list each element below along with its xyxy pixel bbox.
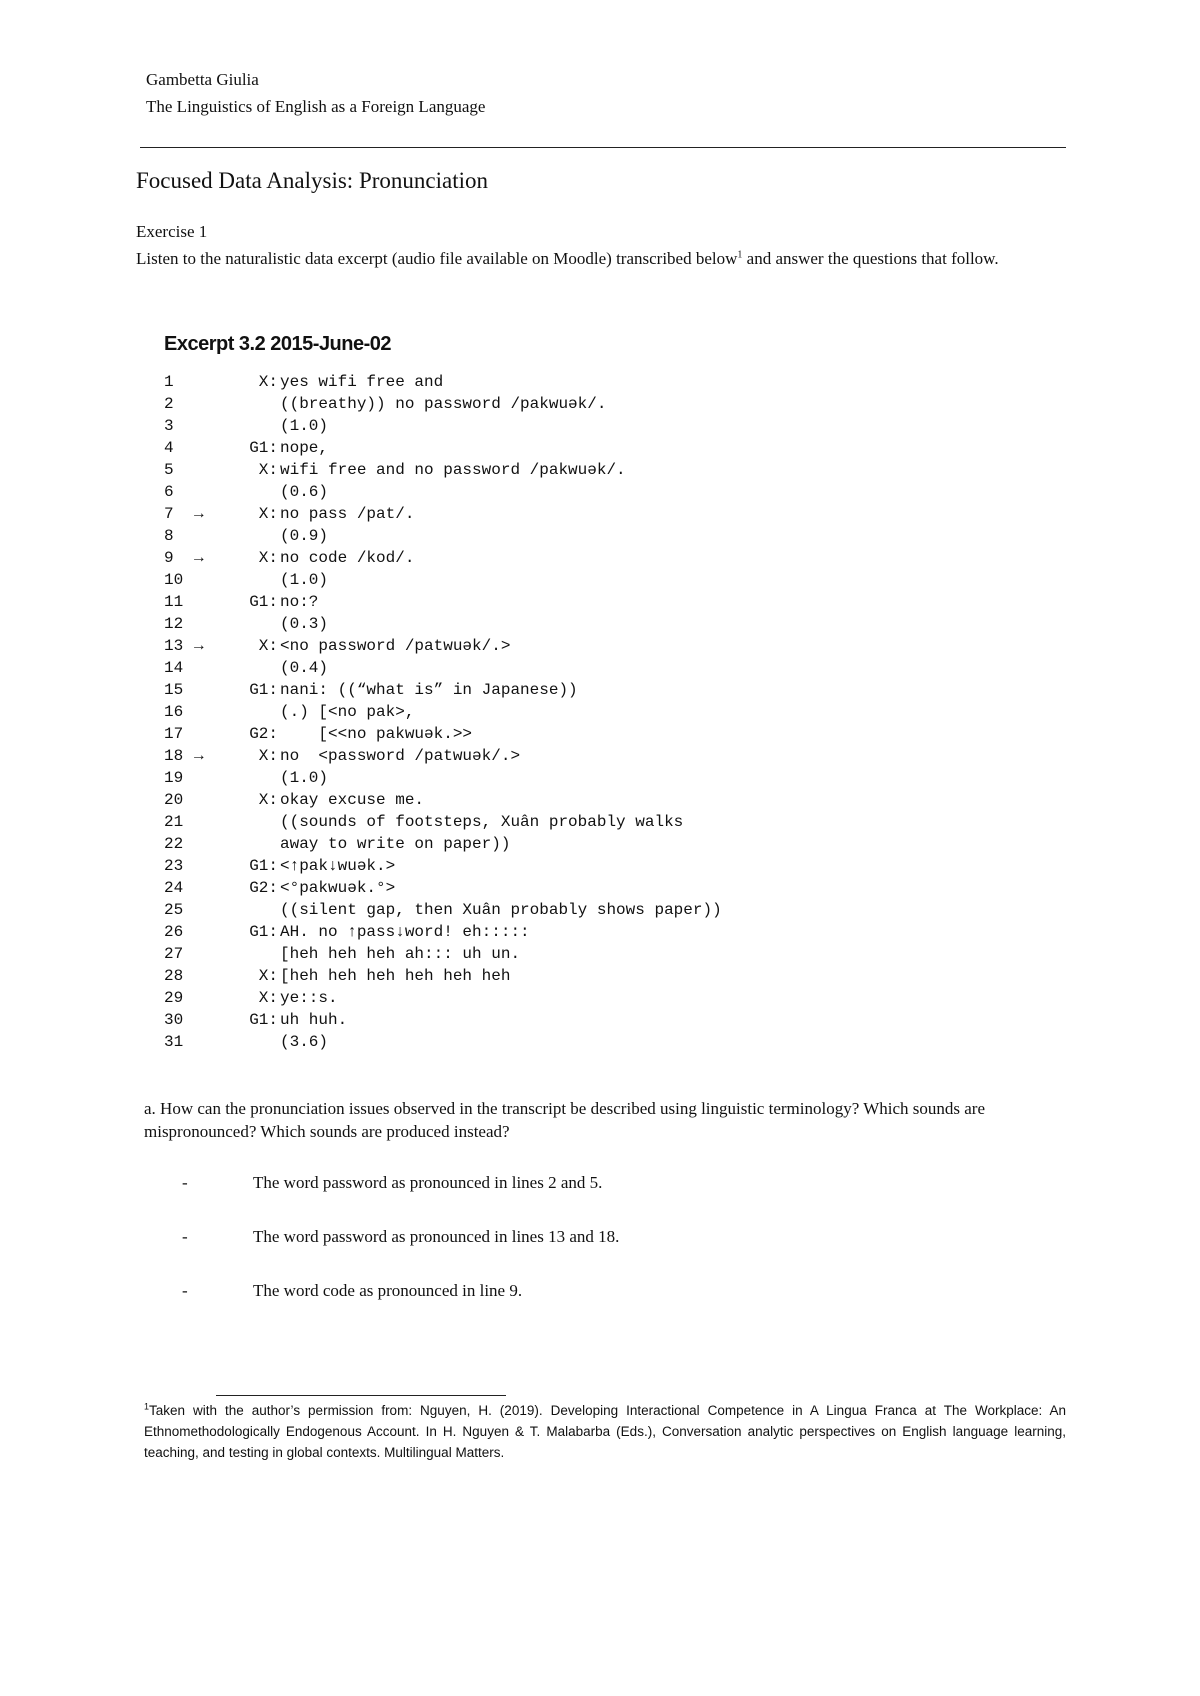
utterance: ((breathy)) no password /pakwuək/.: [280, 395, 607, 413]
transcript-line: [164, 593, 864, 615]
utterance: ((silent gap, then Xuân probably shows paper)): [280, 901, 722, 919]
utterance: wifi free and no password /pakwuək/.: [280, 461, 626, 479]
transcript-line: [164, 417, 864, 439]
speaker-label: G1:: [249, 439, 278, 457]
line-number: 22: [164, 835, 184, 853]
line-number: 14: [164, 659, 184, 677]
line-number: 23: [164, 857, 184, 875]
speaker-label: G1:: [249, 681, 278, 699]
transcript-line: [164, 549, 864, 571]
line-number: 9: [164, 549, 174, 567]
transcript-line: [164, 439, 864, 461]
instruction-text-end: and answer the questions that follow.: [742, 249, 999, 268]
utterance: nani: ((“what is” in Japanese)): [280, 681, 578, 699]
utterance: ((sounds of footsteps, Xuân probably walks: [280, 813, 684, 831]
transcript-line: [164, 637, 864, 659]
speaker-label: G1:: [249, 923, 278, 941]
transcript-line: [164, 769, 864, 791]
speaker-label: G2:: [249, 879, 278, 897]
transcript-line: [164, 901, 864, 923]
list-bullet: -: [182, 1281, 188, 1300]
utterance: [heh heh heh heh heh heh: [280, 967, 511, 985]
utterance: no code /kod/.: [280, 549, 415, 567]
line-number: 29: [164, 989, 184, 1007]
line-number: 3: [164, 417, 174, 435]
line-number: 12: [164, 615, 184, 633]
line-number: 11: [164, 593, 184, 611]
transcript-line: [164, 1011, 864, 1033]
line-number: 31: [164, 1033, 184, 1051]
utterance: (.) [<no pak>,: [280, 703, 415, 721]
speaker-label: X:: [258, 967, 278, 985]
transcript-line: [164, 813, 864, 835]
line-number: 1: [164, 373, 174, 391]
utterance: <↑pak↓wuək.>: [280, 857, 396, 875]
transcript-line: [164, 989, 864, 1011]
speaker-label: X:: [258, 461, 278, 479]
utterance: (0.4): [280, 659, 329, 677]
transcript-line: [164, 395, 864, 417]
footnote-divider: [216, 1395, 506, 1396]
speaker-label: X:: [258, 373, 278, 391]
utterance: yes wifi free and: [280, 373, 444, 391]
speaker-label: X:: [258, 747, 278, 765]
transcript-line: [164, 571, 864, 593]
list-bullet: -: [182, 1173, 188, 1192]
line-number: 20: [164, 791, 184, 809]
transcript-line: [164, 747, 864, 769]
line-number: 13: [164, 637, 184, 655]
line-number: 17: [164, 725, 184, 743]
transcript-line: [164, 505, 864, 527]
line-number: 6: [164, 483, 174, 501]
line-number: 18: [164, 747, 184, 765]
utterance: (1.0): [280, 769, 329, 787]
line-number: 26: [164, 923, 184, 941]
transcript-line: [164, 945, 864, 967]
exercise-instruction: [136, 246, 1016, 271]
speaker-label: G1:: [249, 593, 278, 611]
utterance: [heh heh heh ah::: uh un.: [280, 945, 521, 963]
line-number: 24: [164, 879, 184, 897]
transcript-line: [164, 615, 864, 637]
list-item: The word password as pronounced in lines 13 and 18.: [253, 1227, 620, 1246]
utterance: (0.6): [280, 483, 329, 501]
author-name: Gambetta Giulia: [146, 70, 259, 89]
footnote-marker: 1: [144, 1401, 150, 1412]
list-item: The word password as pronounced in lines 2 and 5.: [253, 1173, 603, 1192]
utterance: (3.6): [280, 1033, 329, 1051]
utterance: (0.3): [280, 615, 329, 633]
transcript-line: [164, 681, 864, 703]
footnote-text: Taken with the author’s permission from: Nguyen, H. (2019). Developing Interactional Competence in A Lingua Franca at The Workplace: An Ethnomethodologically Endogenous Account. In H. Nguyen & T. Malabarba (Eds.), Conversation analytic perspectives on English language learning, teaching, and testing in global contexts. Multilingual Matters.: [144, 1403, 1066, 1460]
utterance: (1.0): [280, 417, 329, 435]
speaker-label: X:: [258, 505, 278, 523]
speaker-label: G1:: [249, 1011, 278, 1029]
utterance: no <password /patwuək/.>: [280, 747, 521, 765]
transcript-line: [164, 527, 864, 549]
line-arrow: →: [194, 549, 204, 567]
utterance: [<<no pakwuək.>>: [280, 725, 473, 743]
utterance: ye::s.: [280, 989, 338, 1007]
utterance: uh huh.: [280, 1011, 348, 1029]
utterance: no:?: [280, 593, 319, 611]
line-arrow: →: [194, 505, 204, 523]
transcript-line: [164, 461, 864, 483]
footnote-reference: 1: [737, 249, 743, 261]
line-number: 21: [164, 813, 184, 831]
speaker-label: X:: [258, 989, 278, 1007]
speaker-label: G1:: [249, 857, 278, 875]
utterance: nope,: [280, 439, 329, 457]
footnote: [144, 1400, 1066, 1463]
speaker-label: X:: [258, 637, 278, 655]
line-number: 28: [164, 967, 184, 985]
speaker-label: X:: [258, 549, 278, 567]
transcript-line: [164, 835, 864, 857]
utterance: okay excuse me.: [280, 791, 425, 809]
line-number: 30: [164, 1011, 184, 1029]
transcript-line: [164, 967, 864, 989]
line-arrow: →: [194, 637, 204, 655]
transcript-line: [164, 483, 864, 505]
utterance: <°pakwuək.°>: [280, 879, 396, 897]
exercise-label: Exercise 1: [136, 222, 208, 241]
excerpt-heading: Excerpt 3.2 2015-June-02: [164, 333, 392, 355]
question-a: a. How can the pronunciation issues observed in the transcript be described using linguistic terminology? Which sounds are mispronounced? Which sounds are produced instead?: [144, 1099, 985, 1141]
line-number: 15: [164, 681, 184, 699]
line-number: 25: [164, 901, 184, 919]
transcript-line: [164, 857, 864, 879]
page-title: Focused Data Analysis: Pronunciation: [136, 168, 488, 193]
line-number: 5: [164, 461, 174, 479]
line-number: 19: [164, 769, 184, 787]
transcript-line: [164, 659, 864, 681]
utterance: away to write on paper)): [280, 835, 511, 853]
instruction-text: Listen to the naturalistic data excerpt (audio file available on Moodle) transcribed below: [136, 249, 738, 268]
line-number: 4: [164, 439, 174, 457]
transcript: [164, 373, 864, 1055]
utterance: (1.0): [280, 571, 329, 589]
transcript-line: [164, 791, 864, 813]
speaker-label: G2:: [249, 725, 278, 743]
transcript-line: [164, 725, 864, 747]
course-title: The Linguistics of English as a Foreign Language: [146, 97, 486, 116]
utterance: AH. no ↑pass↓word! eh:::::: [280, 923, 530, 941]
list-item: The word code as pronounced in line 9.: [253, 1281, 523, 1300]
line-arrow: →: [194, 747, 204, 765]
transcript-line: [164, 923, 864, 945]
line-number: 10: [164, 571, 184, 589]
list-bullet: -: [182, 1227, 188, 1246]
transcript-line: [164, 1033, 864, 1055]
transcript-line: [164, 879, 864, 901]
header-divider: [140, 147, 1066, 148]
line-number: 2: [164, 395, 174, 413]
speaker-label: X:: [258, 791, 278, 809]
transcript-line: [164, 373, 864, 395]
line-number: 16: [164, 703, 184, 721]
transcript-line: [164, 703, 864, 725]
utterance: (0.9): [280, 527, 329, 545]
line-number: 7: [164, 505, 174, 523]
utterance: no pass /pat/.: [280, 505, 415, 523]
line-number: 27: [164, 945, 184, 963]
line-number: 8: [164, 527, 174, 545]
utterance: <no password /patwuək/.>: [280, 637, 511, 655]
